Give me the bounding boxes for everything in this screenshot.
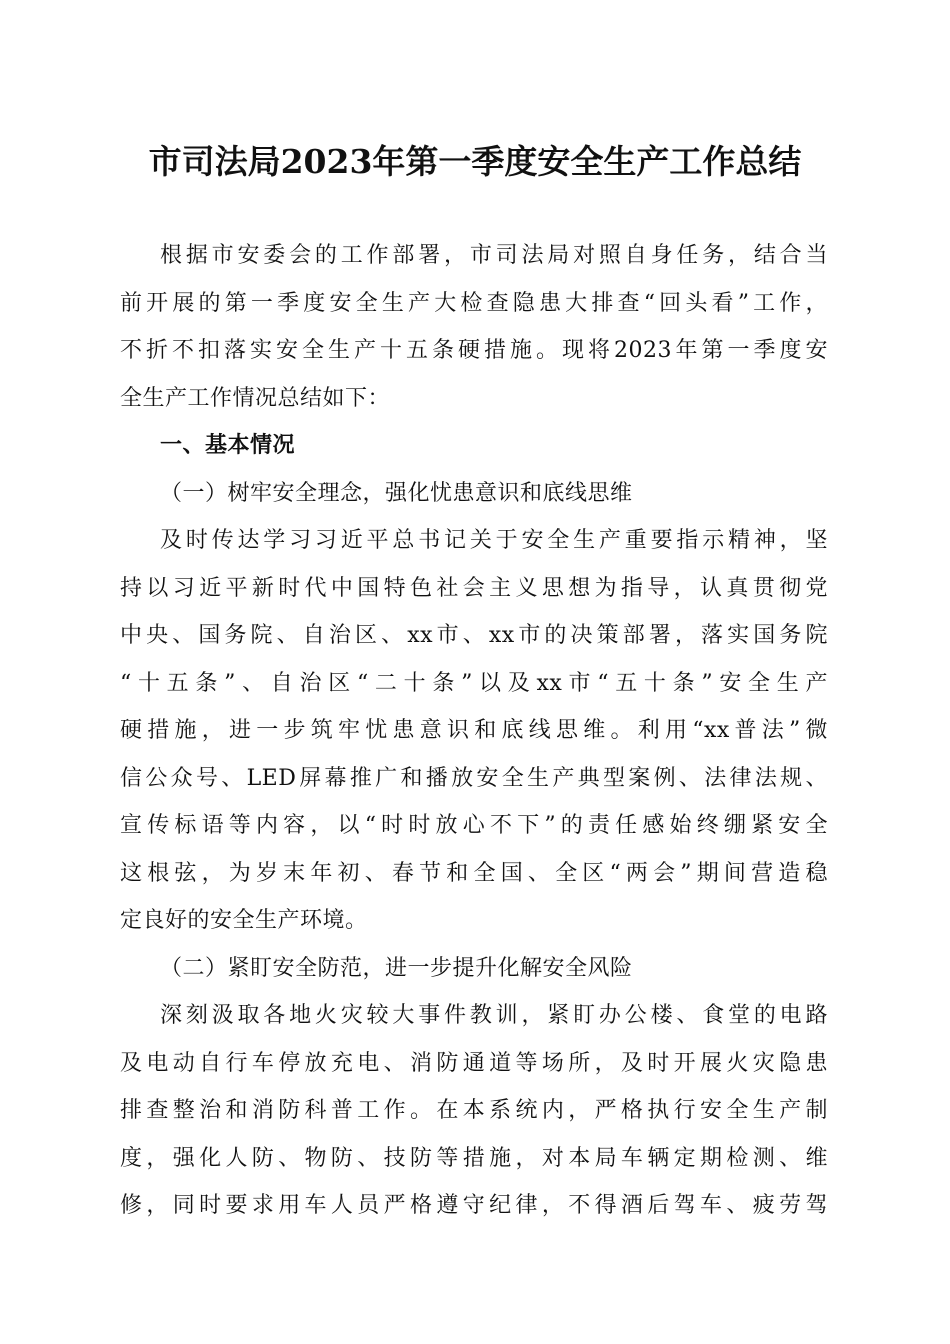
paragraph-line: 深刻汲取各地火灾较大事件教训，紧盯办公楼、食堂的电路 [160,1003,828,1028]
paragraph-line: 硬措施，进一步筑牢忧患意识和底线思维。利用“xx普法”微 [120,718,828,743]
paragraph-line: “十五条”、自治区“二十条”以及xx市“五十条”安全生产 [120,670,828,696]
subsection-heading: （二）紧盯安全防范，进一步提升化解安全风险 [160,955,633,981]
paragraph-line: 根据市安委会的工作部署，市司法局对照自身任务，结合当 [160,243,828,268]
paragraph-line: 全生产工作情况总结如下： [120,385,391,411]
paragraph-line: 宣传标语等内容，以“时时放心不下”的责任感始终绷紧安全 [120,813,828,838]
paragraph-line: 修，同时要求用车人员严格遵守纪律，不得酒后驾车、疲劳驾 [120,1193,828,1218]
paragraph-line: 这根弦，为岁末年初、春节和全国、全区“两会”期间营造稳 [120,860,828,886]
document-title: 市司法局2023年第一季度安全生产工作总结 [148,142,802,181]
paragraph-line: 中央、国务院、自治区、xx市、xx市的决策部署，落实国务院 [120,623,828,648]
section-heading: 一、基本情况 [160,433,296,458]
paragraph-line: 信公众号、LED屏幕推广和播放安全生产典型案例、法律法规、 [120,765,828,791]
paragraph-line: 定良好的安全生产环境。 [120,908,368,933]
paragraph-line: 前开展的第一季度安全生产大检查隐患大排查“回头看”工作， [120,290,828,316]
paragraph-line: 及时传达学习习近平总书记关于安全生产重要指示精神，坚 [160,528,828,553]
document-body [120,232,828,1230]
paragraph-line: 不折不扣落实安全生产十五条硬措施。现将2023年第一季度安 [120,338,828,363]
paragraph-line: 排查整治和消防科普工作。在本系统内，严格执行安全生产制 [120,1098,828,1123]
subsection-heading: （一）树牢安全理念，强化忧患意识和底线思维 [160,480,633,506]
paragraph-line: 及电动自行车停放充电、消防通道等场所，及时开展火灾隐患 [120,1050,828,1076]
paragraph-line: 度，强化人防、物防、技防等措施，对本局车辆定期检测、维 [120,1145,828,1171]
paragraph-line: 持以习近平新时代中国特色社会主义思想为指导，认真贯彻党 [120,575,828,601]
